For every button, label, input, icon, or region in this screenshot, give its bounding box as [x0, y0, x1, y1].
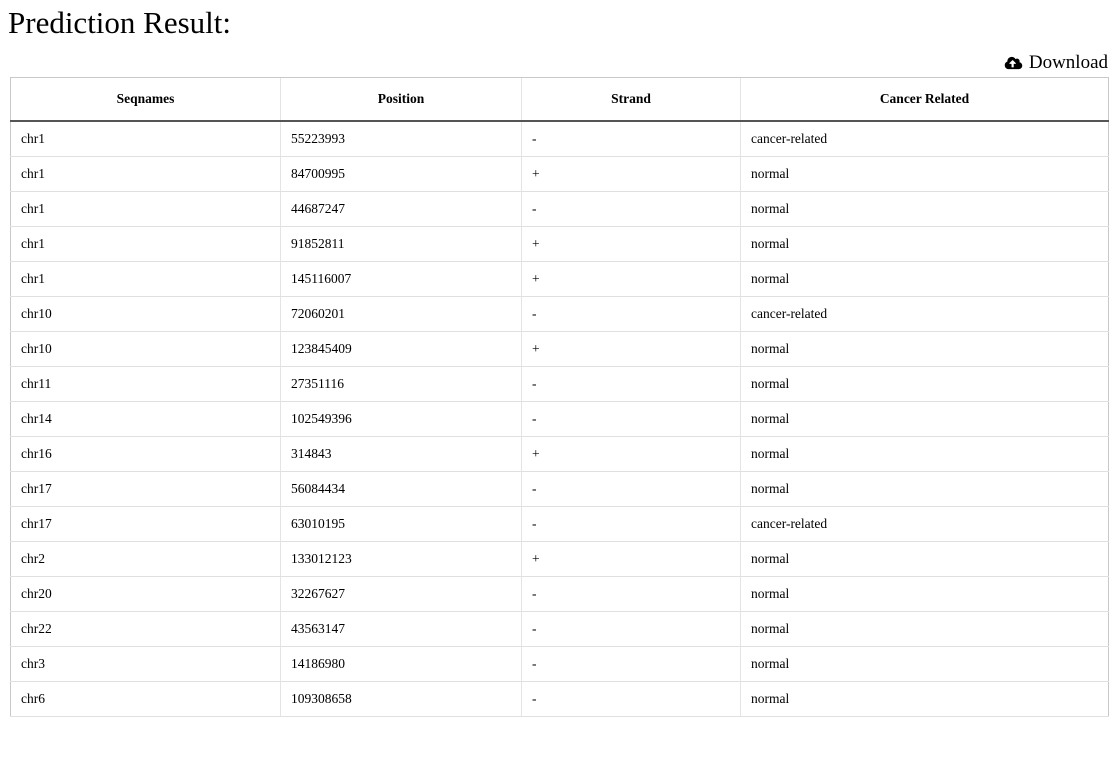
cell-strand: - — [522, 297, 741, 332]
cell-seqnames: chr2 — [11, 542, 281, 577]
cloud-download-icon — [1004, 56, 1023, 70]
cell-seqnames: chr10 — [11, 297, 281, 332]
cell-seqnames: chr14 — [11, 402, 281, 437]
cell-seqnames: chr6 — [11, 682, 281, 717]
cell-cancer-related: normal — [741, 472, 1109, 507]
cell-position: 314843 — [281, 437, 522, 472]
cell-position: 43563147 — [281, 612, 522, 647]
table-header — [11, 78, 1109, 122]
cell-cancer-related: normal — [741, 612, 1109, 647]
column-header-seqnames[interactable]: Seqnames — [11, 78, 281, 122]
column-header-strand[interactable]: Strand — [522, 78, 741, 122]
table-body — [11, 121, 1109, 717]
cell-position: 145116007 — [281, 262, 522, 297]
cell-strand: - — [522, 472, 741, 507]
table-row — [11, 577, 1109, 612]
cell-strand: + — [522, 157, 741, 192]
cell-strand: + — [522, 227, 741, 262]
cell-position: 14186980 — [281, 647, 522, 682]
table-row — [11, 157, 1109, 192]
cell-cancer-related: cancer-related — [741, 297, 1109, 332]
cell-cancer-related: normal — [741, 402, 1109, 437]
cell-cancer-related: normal — [741, 192, 1109, 227]
cell-seqnames: chr10 — [11, 332, 281, 367]
cell-seqnames: chr1 — [11, 192, 281, 227]
cell-cancer-related: normal — [741, 157, 1109, 192]
cell-position: 102549396 — [281, 402, 522, 437]
cell-cancer-related: normal — [741, 647, 1109, 682]
cell-cancer-related: normal — [741, 542, 1109, 577]
cell-strand: - — [522, 121, 741, 157]
cell-position: 32267627 — [281, 577, 522, 612]
table-header-row — [11, 78, 1109, 122]
cell-cancer-related: cancer-related — [741, 121, 1109, 157]
table-row — [11, 507, 1109, 542]
cell-strand: - — [522, 577, 741, 612]
cell-cancer-related: normal — [741, 227, 1109, 262]
table-row — [11, 297, 1109, 332]
download-label: Download — [1028, 52, 1108, 74]
column-header-position[interactable]: Position — [281, 78, 522, 122]
table-row — [11, 367, 1109, 402]
download-bar — [0, 52, 1118, 77]
table-row — [11, 227, 1109, 262]
cell-cancer-related: normal — [741, 367, 1109, 402]
cell-seqnames: chr17 — [11, 472, 281, 507]
table-row — [11, 262, 1109, 297]
cell-cancer-related: normal — [741, 682, 1109, 717]
cell-seqnames: chr20 — [11, 577, 281, 612]
cell-position: 27351116 — [281, 367, 522, 402]
table-row — [11, 612, 1109, 647]
cell-position: 133012123 — [281, 542, 522, 577]
cell-seqnames: chr1 — [11, 227, 281, 262]
cell-strand: + — [522, 542, 741, 577]
download-button[interactable] — [1004, 52, 1108, 74]
cell-seqnames: chr17 — [11, 507, 281, 542]
prediction-table — [10, 77, 1109, 717]
cell-strand: - — [522, 682, 741, 717]
cell-seqnames: chr3 — [11, 647, 281, 682]
cell-cancer-related: cancer-related — [741, 507, 1109, 542]
page-title: Prediction Result: — [8, 5, 232, 40]
cell-position: 84700995 — [281, 157, 522, 192]
cell-seqnames: chr1 — [11, 262, 281, 297]
table-row — [11, 682, 1109, 717]
cell-strand: - — [522, 507, 741, 542]
cell-seqnames: chr1 — [11, 121, 281, 157]
cell-strand: + — [522, 262, 741, 297]
table-row — [11, 192, 1109, 227]
cell-position: 91852811 — [281, 227, 522, 262]
cell-strand: + — [522, 437, 741, 472]
table-row — [11, 542, 1109, 577]
cell-cancer-related: normal — [741, 577, 1109, 612]
table-row — [11, 437, 1109, 472]
cell-position: 72060201 — [281, 297, 522, 332]
cell-position: 123845409 — [281, 332, 522, 367]
table-row — [11, 402, 1109, 437]
cell-seqnames: chr1 — [11, 157, 281, 192]
table-row — [11, 121, 1109, 157]
cell-position: 55223993 — [281, 121, 522, 157]
cell-seqnames: chr16 — [11, 437, 281, 472]
cell-strand: + — [522, 332, 741, 367]
cell-strand: - — [522, 402, 741, 437]
cell-position: 44687247 — [281, 192, 522, 227]
cell-position: 56084434 — [281, 472, 522, 507]
cell-cancer-related: normal — [741, 437, 1109, 472]
table-row — [11, 647, 1109, 682]
cell-seqnames: chr22 — [11, 612, 281, 647]
cell-strand: - — [522, 367, 741, 402]
table-row — [11, 472, 1109, 507]
prediction-result-page — [0, 6, 1118, 717]
cell-position: 109308658 — [281, 682, 522, 717]
cell-position: 63010195 — [281, 507, 522, 542]
cell-strand: - — [522, 647, 741, 682]
cell-seqnames: chr11 — [11, 367, 281, 402]
cell-strand: - — [522, 612, 741, 647]
cell-cancer-related: normal — [741, 262, 1109, 297]
cell-strand: - — [522, 192, 741, 227]
table-row — [11, 332, 1109, 367]
column-header-cancer-related[interactable]: Cancer Related — [741, 78, 1109, 122]
cell-cancer-related: normal — [741, 332, 1109, 367]
